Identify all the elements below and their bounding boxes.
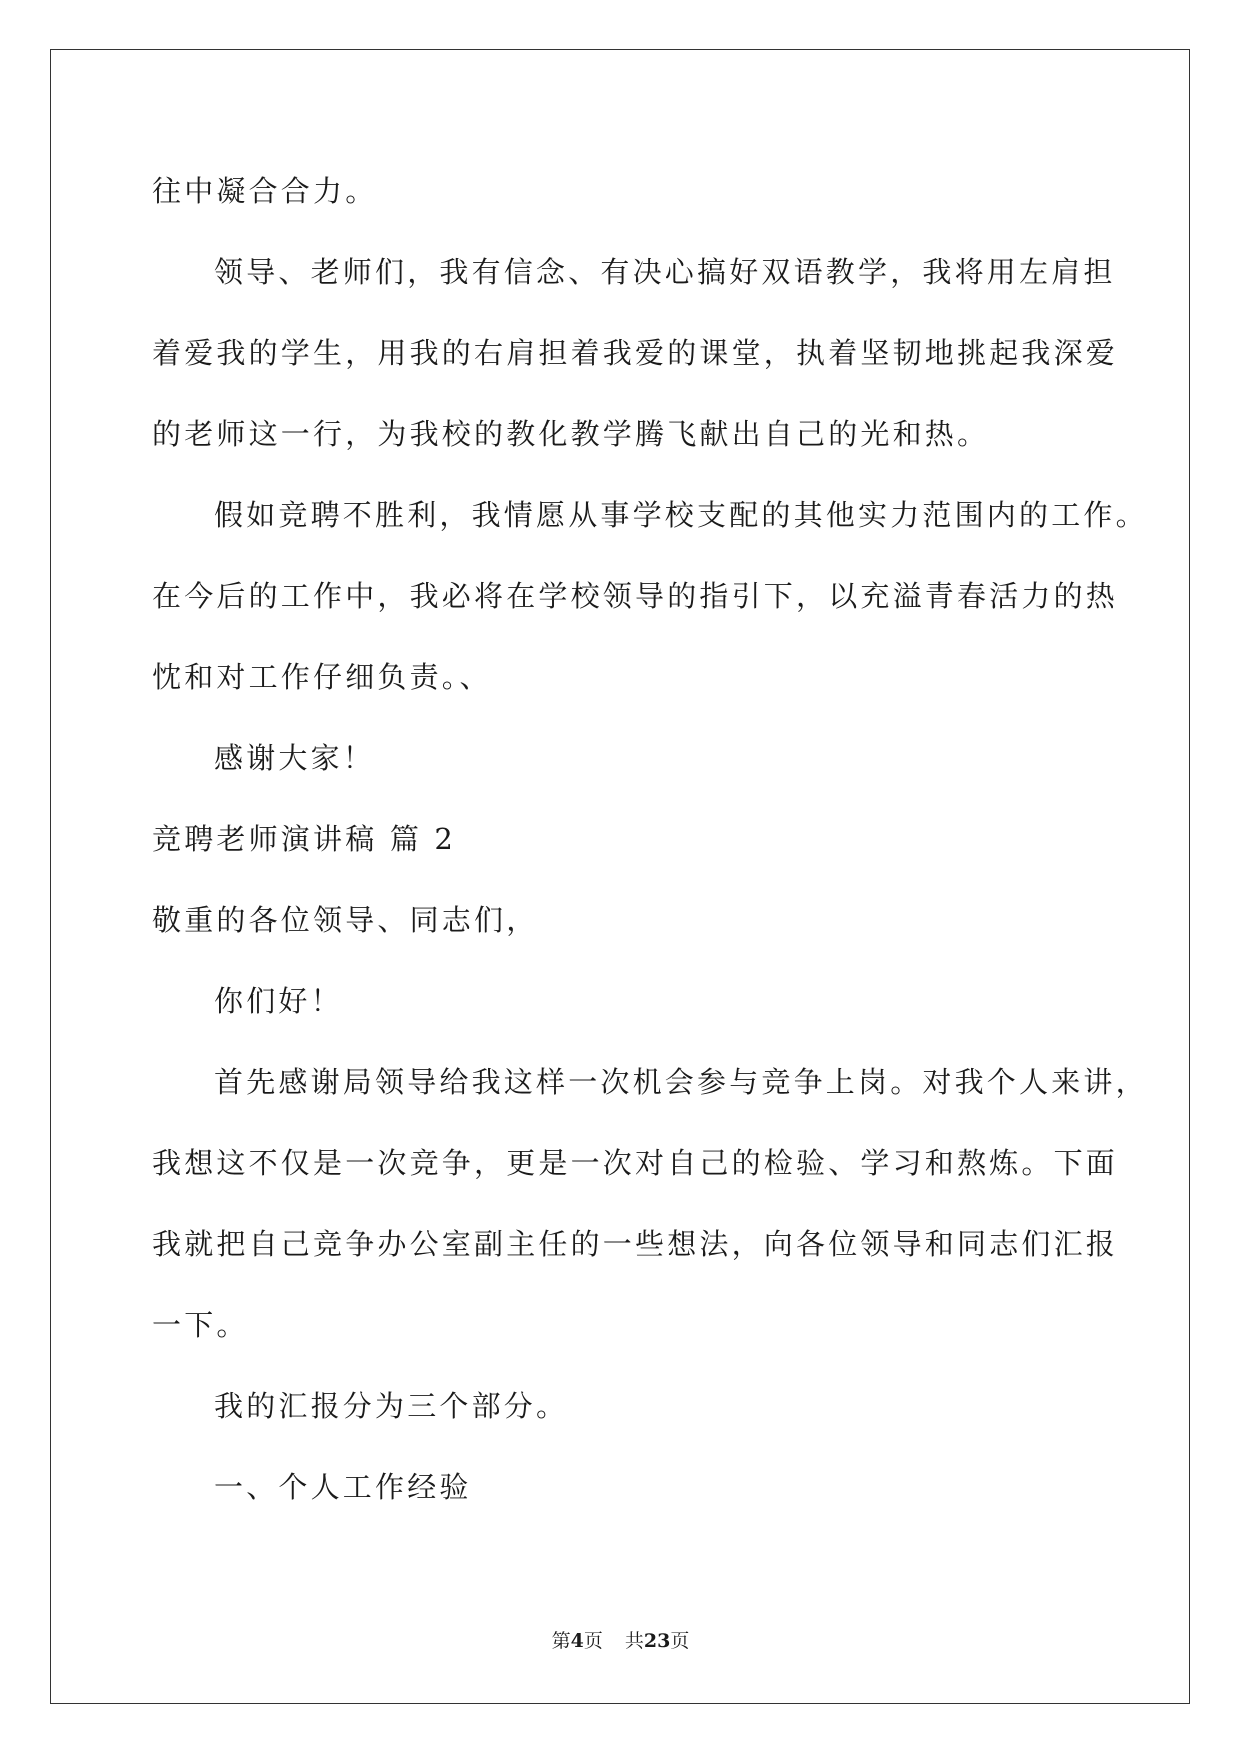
text-line: 往中凝合合力。 xyxy=(152,174,378,208)
subsection-heading: 一、个人工作经验 xyxy=(214,1470,472,1504)
text-line: 忱和对工作仔细负责。、 xyxy=(152,660,492,694)
paragraph-start: 我的汇报分为三个部分。 xyxy=(214,1389,569,1423)
text-line: 一下。 xyxy=(152,1308,249,1342)
greeting: 你们好！ xyxy=(214,984,343,1018)
paragraph-start: 感谢大家！ xyxy=(214,741,376,775)
page-suffix: 页 xyxy=(583,1630,603,1652)
page-footer xyxy=(0,1632,1241,1651)
text-line: 着爱我的学生，用我的右肩担着我爱的课堂，执着坚韧地挑起我深爱 xyxy=(152,336,1119,370)
salutation: 敬重的各位领导、同志们， xyxy=(152,903,539,937)
total-prefix: 共 xyxy=(624,1630,644,1652)
page-prefix: 第 xyxy=(551,1630,571,1652)
page-number: 4 xyxy=(570,1630,584,1652)
text-line: 的老师这一行，为我校的教化教学腾飞献出自己的光和热。 xyxy=(152,417,990,451)
section-heading: 竞聘老师演讲稿 篇 2 xyxy=(152,822,457,856)
paragraph-start: 领导、老师们，我有信念、有决心搞好双语教学，我将用左肩担 xyxy=(214,255,1116,289)
text-line: 我想这不仅是一次竞争，更是一次对自己的检验、学习和熬炼。下面 xyxy=(152,1146,1119,1180)
paragraph-start: 首先感谢局领导给我这样一次机会参与竞争上岗。对我个人来讲， xyxy=(214,1065,1148,1099)
text-line: 我就把自己竞争办公室副主任的一些想法，向各位领导和同志们汇报 xyxy=(152,1227,1119,1261)
total-pages: 23 xyxy=(643,1630,671,1652)
total-suffix: 页 xyxy=(670,1630,690,1652)
text-line: 在今后的工作中，我必将在学校领导的指引下，以充溢青春活力的热 xyxy=(152,579,1119,613)
paragraph-start: 假如竞聘不胜利，我情愿从事学校支配的其他实力范围内的工作。 xyxy=(214,498,1148,532)
page-frame xyxy=(50,49,1190,1704)
